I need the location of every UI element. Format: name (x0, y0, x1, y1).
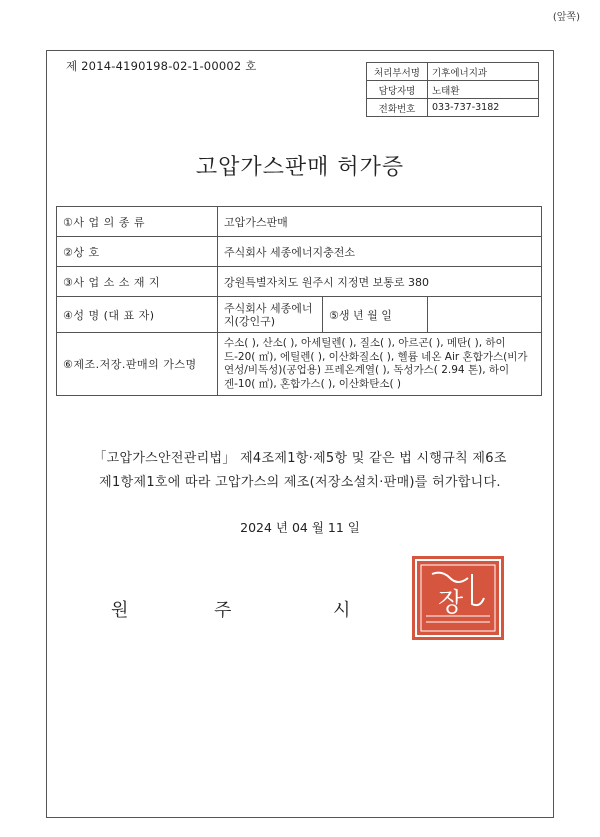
permit-number: 제 2014-4190198-02-1-00002 호 (66, 59, 257, 73)
office-info-table (366, 62, 539, 117)
field-row-location (57, 267, 542, 297)
office-row (367, 63, 539, 81)
field-label: ⑤생 년 월 일 (323, 297, 428, 333)
permit-fields-table (56, 206, 542, 396)
field-label: ②상 호 (57, 237, 218, 267)
field-label: ①사 업 의 종 류 (57, 207, 218, 237)
office-label: 처리부서명 (367, 63, 428, 81)
field-value: 강원특별자치도 원주시 지정면 보통로 380 (218, 267, 542, 297)
field-value: 주식회사 세종에너지충전소 (218, 237, 542, 267)
issuer-char: 주 (214, 600, 232, 621)
field-value (428, 297, 542, 333)
office-label: 전화번호 (367, 99, 428, 117)
issue-date: 2024 년 04 월 11 일 (240, 520, 360, 535)
office-value: 033-737-3182 (428, 99, 539, 117)
document-title: 고압가스판매 허가증 (195, 155, 405, 180)
field-label: ⑥제조.저장.판매의 가스명 (57, 333, 218, 396)
office-value: 노태환 (428, 81, 539, 99)
field-value: 고압가스판매 (218, 207, 542, 237)
field-row-representative (57, 297, 542, 333)
field-value: 수소( ), 산소( ), 아세틸렌( ), 질소( ), 아르곤( ), 메탄( ), 하이드-20( ㎥), 에틸렌( ), 이산화질소( ), 헬륨 네온 Air 혼합가스(비가연성/비독성)(공업용) 프레온계열( ), 독성가스( 2.94 톤), 하이겐-10( ㎥), 혼합가스( ), 이산화탄소( ) (218, 333, 542, 396)
office-row (367, 99, 539, 117)
field-value: 주식회사 세종에너지(강인구) (218, 297, 323, 333)
issuer-char: 원 (111, 600, 129, 621)
field-row-business-type (57, 207, 542, 237)
seal-character: 장 (438, 588, 464, 618)
legal-text-line-1: 「고압가스안전관리법」 제4조제1항·제5항 및 같은 법 시행규칙 제6조 (93, 451, 507, 466)
issuer-char: 시 (333, 600, 351, 621)
field-row-trade-name (57, 237, 542, 267)
page-side-label: (앞쪽) (552, 12, 580, 23)
field-label: ③사 업 소 소 재 지 (57, 267, 218, 297)
field-row-gas-types (57, 333, 542, 396)
official-seal (412, 556, 504, 640)
office-label: 담당자명 (367, 81, 428, 99)
legal-text-line-2: 제1항제1호에 따라 고압가스의 제조(저장소설치·판매)를 허가합니다. (99, 475, 501, 490)
office-row (367, 81, 539, 99)
field-label: ④성 명 (대 표 자) (57, 297, 218, 333)
office-value: 기후에너지과 (428, 63, 539, 81)
